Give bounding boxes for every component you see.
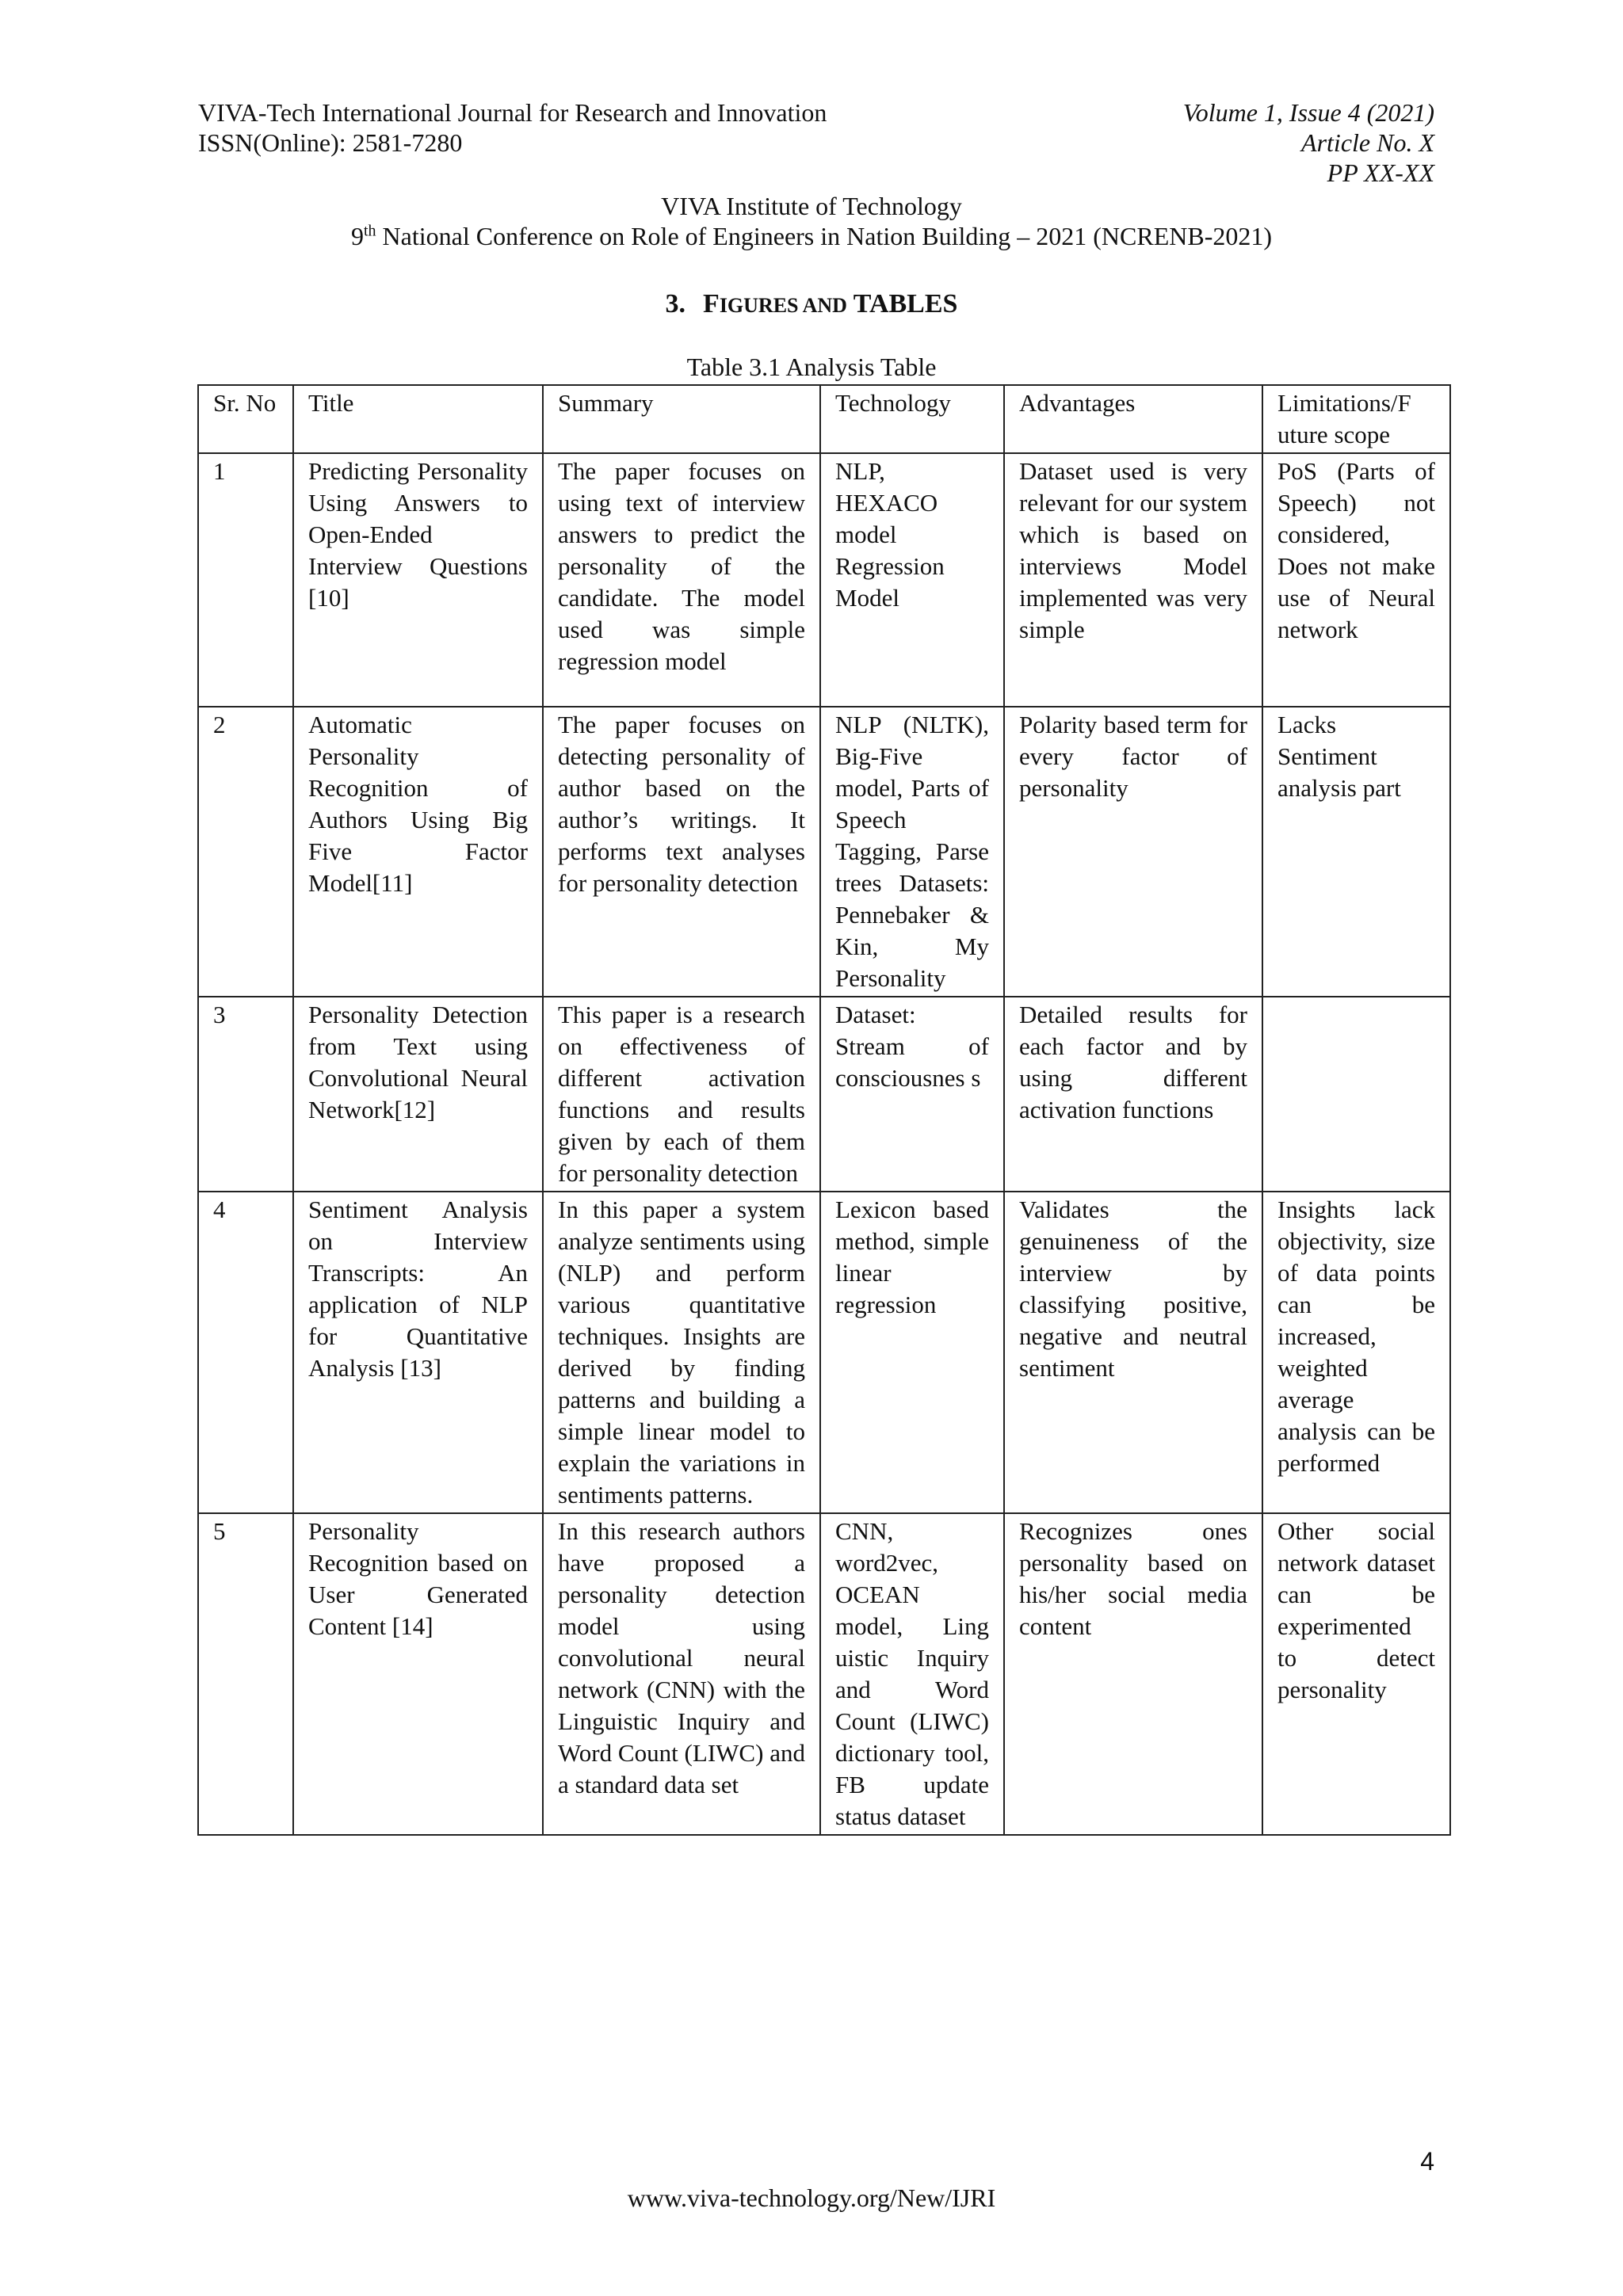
cell-title: Sentiment Analysis on Interview Transcripts: An application of NLP for Quantitative Analysis [13] [293, 1192, 543, 1513]
cell-summary: The paper focuses on using text of interview answers to predict the personality of the candidate. The model used was simple regression model [543, 453, 820, 707]
header-center [0, 191, 1623, 251]
header-summary: Summary [543, 385, 820, 453]
section-title-tables: TABLES [853, 289, 958, 318]
institute-name: VIVA Institute of Technology [661, 192, 962, 220]
conference-ordinal: 9 [350, 222, 364, 250]
cell-technology: Dataset: Stream of consciousnes s [820, 997, 1004, 1192]
table-row [198, 453, 1450, 707]
analysis-table [197, 384, 1451, 1836]
cell-sr-no: 2 [198, 707, 293, 997]
cell-summary: In this paper a system analyze sentiments using (NLP) and perform various quantitative techniques. Insights are derived by finding patterns and building a simple linear model to explain the variations in sentiments patterns. [543, 1192, 820, 1513]
conference-ordinal-suffix: th [363, 222, 376, 240]
cell-limitations: PoS (Parts of Speech) not considered, Does not make use of Neural network [1262, 453, 1450, 707]
table-row [198, 1513, 1450, 1835]
article-number: Article No. X [1301, 128, 1434, 157]
journal-name: VIVA-Tech International Journal for Research and Innovation [198, 98, 827, 127]
cell-limitations: Lacks Sentiment analysis part [1262, 707, 1450, 997]
cell-sr-no: 1 [198, 453, 293, 707]
cell-sr-no: 3 [198, 997, 293, 1192]
cell-title: Personality Recognition based on User Generated Content [14] [293, 1513, 543, 1835]
conference-title: National Conference on Role of Engineers in Nation Building – 2021 (NCRENB-2021) [376, 222, 1273, 250]
conference-name [0, 221, 1623, 251]
cell-technology: Lexicon based method, simple linear regression [820, 1192, 1004, 1513]
volume-issue: Volume 1, Issue 4 (2021) [1182, 98, 1434, 127]
table-header-row [198, 385, 1450, 453]
cell-summary: In this research authors have proposed a personality detection model using convolutional neural network (CNN) with the Linguistic Inquiry and Word Count (LIWC) and a standard data set [543, 1513, 820, 1835]
cell-summary: This paper is a research on effectiveness of different activation functions and results given by each of them for personality detection [543, 997, 820, 1192]
header-sr-no: Sr. No [198, 385, 293, 453]
cell-title: Automatic Personality Recognition of Authors Using Big Five Factor Model[11] [293, 707, 543, 997]
cell-title: Predicting Personality Using Answers to Open-Ended Interview Questions [10] [293, 453, 543, 707]
header-limitations: Limitations/F uture scope [1262, 385, 1450, 453]
table-row [198, 707, 1450, 997]
page-number: 4 [1420, 2147, 1434, 2176]
cell-limitations [1262, 997, 1450, 1192]
page-range: PP XX-XX [1327, 158, 1434, 187]
cell-advantages: Dataset used is very relevant for our system which is based on interviews Model implemented was very simple [1004, 453, 1262, 707]
section-title-initial: F [703, 289, 720, 318]
table-row [198, 997, 1450, 1192]
cell-sr-no: 4 [198, 1192, 293, 1513]
cell-limitations: Insights lack objectivity, size of data points can be increased, weighted average analysis can be performed [1262, 1192, 1450, 1513]
header-technology: Technology [820, 385, 1004, 453]
cell-technology: NLP (NLTK), Big-Five model, Parts of Speech Tagging, Parse trees Datasets: Pennebaker & Kin, My Personality [820, 707, 1004, 997]
cell-title: Personality Detection from Text using Convolutional Neural Network[12] [293, 997, 543, 1192]
cell-advantages: Detailed results for each factor and by using different activation functions [1004, 997, 1262, 1192]
table-caption: Table 3.1 Analysis Table [686, 353, 937, 381]
header-title: Title [293, 385, 543, 453]
issn: ISSN(Online): 2581-7280 [198, 128, 463, 157]
header-right [1183, 97, 1434, 188]
cell-advantages: Recognizes ones personality based on his/her social media content [1004, 1513, 1262, 1835]
section-title-smallcaps: IGURES AND [719, 294, 847, 317]
cell-summary: The paper focuses on detecting personality of author based on the author’s writings. It performs text analyses for personality detection [543, 707, 820, 997]
header-left [198, 97, 827, 158]
footer-url: www.viva-technology.org/New/IJRI [627, 2183, 996, 2212]
cell-technology: NLP, HEXACO model Regression Model [820, 453, 1004, 707]
section-number: 3. [665, 289, 686, 318]
cell-technology: CNN, word2vec, OCEAN model, Ling uistic Inquiry and Word Count (LIWC) dictionary tool, FB update status dataset [820, 1513, 1004, 1835]
header-advantages: Advantages [1004, 385, 1262, 453]
cell-advantages: Polarity based term for every factor of personality [1004, 707, 1262, 997]
section-heading [0, 288, 1623, 322]
cell-limitations: Other social network dataset can be experimented to detect personality [1262, 1513, 1450, 1835]
cell-advantages: Validates the genuineness of the interview by classifying positive, negative and neutral sentiment [1004, 1192, 1262, 1513]
table-row [198, 1192, 1450, 1513]
cell-sr-no: 5 [198, 1513, 293, 1835]
